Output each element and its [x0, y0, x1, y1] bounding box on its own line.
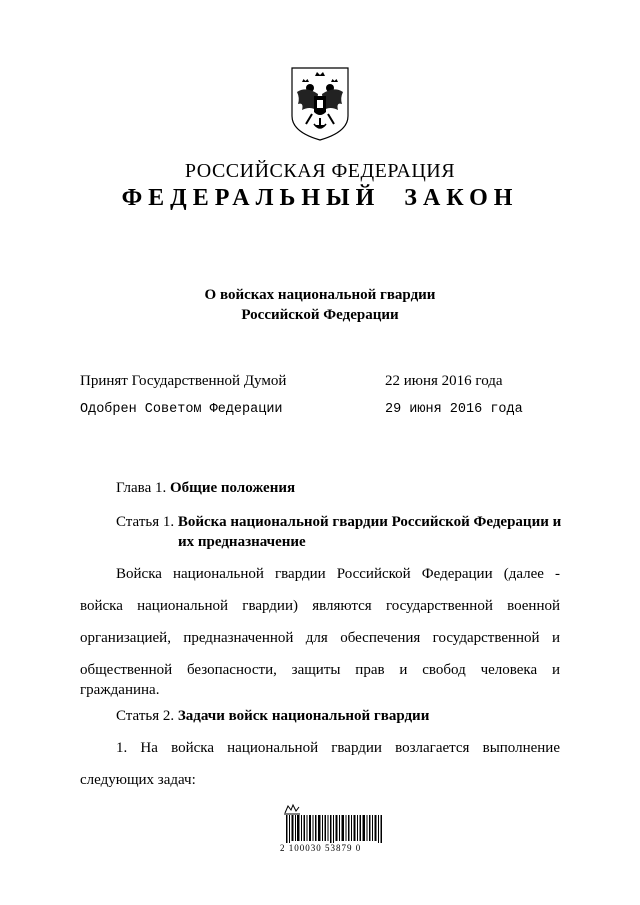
article-2-paragraph	[80, 738, 560, 802]
article-2-prefix: Статья 2.	[116, 708, 178, 724]
article-1-paragraph-line: общественной безопасности, защиты прав и свобод человека и гражданина.	[80, 662, 560, 698]
article-1-paragraph-line: организацией, предназначенной для обеспечения государственной и	[80, 630, 560, 646]
approval-council-label: Одобрен Советом Федерации	[80, 402, 283, 417]
article-1-heading	[116, 512, 576, 552]
article-1-paragraph-line: Войска национальной гвардии Российской Федерации (далее -	[116, 566, 560, 582]
law-type-title: ФЕДЕРАЛЬНЫЙ ЗАКОН	[121, 185, 519, 211]
law-subject	[0, 285, 640, 325]
barcode	[286, 815, 384, 843]
article-1-title-line-1: Войска национальной гвардии Российской Федерации и	[177, 514, 562, 530]
chapter-title: Общие положения	[169, 480, 296, 496]
article-1-prefix: Статья 1.	[116, 514, 178, 530]
article-1-paragraph	[80, 564, 560, 698]
article-2-title: Задачи войск национальной гвардии	[177, 708, 430, 724]
law-subject-line-2: Российской Федерации	[241, 307, 399, 323]
coat-of-arms-icon	[288, 66, 352, 142]
chapter-prefix: Глава 1.	[116, 480, 170, 496]
adoption-duma-date: 22 июня 2016 года	[385, 373, 503, 389]
article-2-paragraph-line: следующих задач:	[80, 772, 196, 788]
approval-council-date: 29 июня 2016 года	[385, 402, 523, 417]
country-name: РОССИЙСКАЯ ФЕДЕРАЦИЯ	[184, 160, 456, 182]
printer-stamp-icon	[282, 802, 302, 814]
barcode-number: 2 100030 53879 0	[280, 843, 362, 853]
chapter-heading	[116, 480, 295, 497]
article-1-title-line-2: их предназначение	[178, 534, 306, 550]
article-1-paragraph-line: войска национальной гвардии) являются государственной военной	[80, 598, 560, 614]
article-2-paragraph-line: 1. На войска национальной гвардии возлагается выполнение	[116, 740, 560, 756]
law-subject-line-1: О войсках национальной гвардии	[204, 287, 436, 303]
article-2-heading	[116, 706, 429, 726]
adoption-duma-label: Принят Государственной Думой	[80, 373, 287, 389]
